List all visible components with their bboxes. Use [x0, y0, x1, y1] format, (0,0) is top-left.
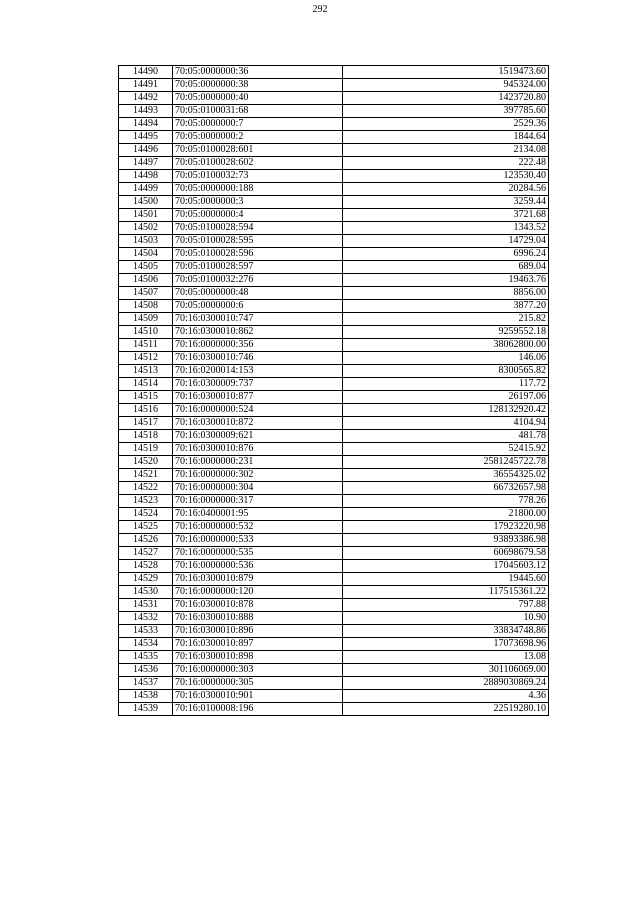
cadastral-number-cell: 70:16:0000000:303 [173, 664, 343, 677]
cadastral-number-cell: 70:16:0000000:317 [173, 495, 343, 508]
value-cell: 215.82 [343, 313, 549, 326]
cadastral-number-cell: 70:16:0000000:533 [173, 534, 343, 547]
value-cell: 3721.68 [343, 209, 549, 222]
table-row [119, 183, 549, 196]
value-cell: 2889030869.24 [343, 677, 549, 690]
value-cell: 3877.20 [343, 300, 549, 313]
cadastral-number-cell: 70:05:0000000:3 [173, 196, 343, 209]
value-cell: 301106069.00 [343, 664, 549, 677]
value-cell: 17045603.12 [343, 560, 549, 573]
cadastral-number-cell: 70:16:0000000:532 [173, 521, 343, 534]
table-row [119, 573, 549, 586]
value-cell: 33834748.86 [343, 625, 549, 638]
value-cell: 117515361.22 [343, 586, 549, 599]
value-cell: 17073698.96 [343, 638, 549, 651]
table-row [119, 677, 549, 690]
value-cell: 4104.94 [343, 417, 549, 430]
value-cell: 689.04 [343, 261, 549, 274]
cadastral-number-cell: 70:05:0100032:73 [173, 170, 343, 183]
cadastral-number-cell: 70:16:0300010:877 [173, 391, 343, 404]
value-cell: 19445.60 [343, 573, 549, 586]
row-number-cell: 14491 [119, 79, 173, 92]
cadastral-number-cell: 70:05:0000000:188 [173, 183, 343, 196]
value-cell: 52415.92 [343, 443, 549, 456]
cadastral-number-cell: 70:05:0000000:6 [173, 300, 343, 313]
table-row [119, 339, 549, 352]
table-row [119, 456, 549, 469]
cadastral-value-table [118, 65, 549, 716]
table-row [119, 482, 549, 495]
row-number-cell: 14502 [119, 222, 173, 235]
cadastral-number-cell: 70:16:0400001:95 [173, 508, 343, 521]
value-cell: 26197.06 [343, 391, 549, 404]
value-cell: 146.06 [343, 352, 549, 365]
row-number-cell: 14501 [119, 209, 173, 222]
cadastral-number-cell: 70:16:0300009:737 [173, 378, 343, 391]
row-number-cell: 14525 [119, 521, 173, 534]
table-row [119, 105, 549, 118]
value-cell: 10.90 [343, 612, 549, 625]
table-row [119, 417, 549, 430]
row-number-cell: 14505 [119, 261, 173, 274]
table-row [119, 443, 549, 456]
value-cell: 22519280.10 [343, 703, 549, 716]
row-number-cell: 14498 [119, 170, 173, 183]
value-cell: 222.48 [343, 157, 549, 170]
table-row [119, 248, 549, 261]
table-row [119, 586, 549, 599]
row-number-cell: 14523 [119, 495, 173, 508]
value-cell: 4.36 [343, 690, 549, 703]
row-number-cell: 14506 [119, 274, 173, 287]
cadastral-number-cell: 70:16:0300010:901 [173, 690, 343, 703]
row-number-cell: 14529 [119, 573, 173, 586]
row-number-cell: 14535 [119, 651, 173, 664]
row-number-cell: 14499 [119, 183, 173, 196]
row-number-cell: 14494 [119, 118, 173, 131]
row-number-cell: 14509 [119, 313, 173, 326]
table-row [119, 118, 549, 131]
cadastral-number-cell: 70:16:0300009:621 [173, 430, 343, 443]
cadastral-number-cell: 70:16:0300010:888 [173, 612, 343, 625]
table-row [119, 521, 549, 534]
cadastral-number-cell: 70:16:0300010:896 [173, 625, 343, 638]
table-row [119, 638, 549, 651]
value-cell: 397785.60 [343, 105, 549, 118]
value-cell: 19463.76 [343, 274, 549, 287]
table-row [119, 92, 549, 105]
table-row [119, 287, 549, 300]
row-number-cell: 14537 [119, 677, 173, 690]
cadastral-number-cell: 70:16:0000000:535 [173, 547, 343, 560]
value-cell: 13.08 [343, 651, 549, 664]
row-number-cell: 14518 [119, 430, 173, 443]
cadastral-number-cell: 70:05:0100028:597 [173, 261, 343, 274]
cadastral-number-cell: 70:05:0000000:38 [173, 79, 343, 92]
value-cell: 123530.40 [343, 170, 549, 183]
value-cell: 1343.52 [343, 222, 549, 235]
cadastral-number-cell: 70:16:0300010:747 [173, 313, 343, 326]
value-cell: 14729.04 [343, 235, 549, 248]
cadastral-number-cell: 70:16:0300010:879 [173, 573, 343, 586]
cadastral-number-cell: 70:05:0000000:36 [173, 66, 343, 79]
row-number-cell: 14513 [119, 365, 173, 378]
page-number: 292 [312, 4, 328, 15]
cadastral-number-cell: 70:16:0100008:196 [173, 703, 343, 716]
cadastral-number-cell: 70:05:0100028:602 [173, 157, 343, 170]
row-number-cell: 14534 [119, 638, 173, 651]
table-row [119, 79, 549, 92]
table-row [119, 222, 549, 235]
row-number-cell: 14512 [119, 352, 173, 365]
table-row [119, 300, 549, 313]
row-number-cell: 14522 [119, 482, 173, 495]
row-number-cell: 14538 [119, 690, 173, 703]
row-number-cell: 14504 [119, 248, 173, 261]
cadastral-number-cell: 70:16:0000000:536 [173, 560, 343, 573]
cadastral-number-cell: 70:16:0000000:120 [173, 586, 343, 599]
row-number-cell: 14536 [119, 664, 173, 677]
table-row [119, 170, 549, 183]
row-number-cell: 14497 [119, 157, 173, 170]
cadastral-number-cell: 70:16:0300010:872 [173, 417, 343, 430]
row-number-cell: 14521 [119, 469, 173, 482]
table-row [119, 144, 549, 157]
cadastral-number-cell: 70:16:0300010:897 [173, 638, 343, 651]
value-cell: 17923220.98 [343, 521, 549, 534]
cadastral-number-cell: 70:05:0100028:594 [173, 222, 343, 235]
value-cell: 117.72 [343, 378, 549, 391]
table-row [119, 508, 549, 521]
table-row [119, 534, 549, 547]
table-row [119, 469, 549, 482]
row-number-cell: 14511 [119, 339, 173, 352]
cadastral-number-cell: 70:05:0000000:4 [173, 209, 343, 222]
table-row [119, 651, 549, 664]
table-row [119, 547, 549, 560]
table-row [119, 274, 549, 287]
cadastral-number-cell: 70:05:0000000:7 [173, 118, 343, 131]
value-cell: 481.78 [343, 430, 549, 443]
row-number-cell: 14510 [119, 326, 173, 339]
row-number-cell: 14524 [119, 508, 173, 521]
cadastral-number-cell: 70:05:0000000:40 [173, 92, 343, 105]
value-cell: 6996.24 [343, 248, 549, 261]
table-row [119, 157, 549, 170]
value-cell: 8856.00 [343, 287, 549, 300]
value-cell: 1844.64 [343, 131, 549, 144]
row-number-cell: 14507 [119, 287, 173, 300]
row-number-cell: 14492 [119, 92, 173, 105]
table-row [119, 352, 549, 365]
row-number-cell: 14520 [119, 456, 173, 469]
table-row [119, 378, 549, 391]
cadastral-number-cell: 70:16:0300010:898 [173, 651, 343, 664]
value-cell: 778.26 [343, 495, 549, 508]
row-number-cell: 14528 [119, 560, 173, 573]
row-number-cell: 14516 [119, 404, 173, 417]
row-number-cell: 14495 [119, 131, 173, 144]
row-number-cell: 14531 [119, 599, 173, 612]
row-number-cell: 14539 [119, 703, 173, 716]
cadastral-number-cell: 70:16:0300010:746 [173, 352, 343, 365]
row-number-cell: 14514 [119, 378, 173, 391]
row-number-cell: 14526 [119, 534, 173, 547]
cadastral-number-cell: 70:16:0000000:356 [173, 339, 343, 352]
value-cell: 38062800.00 [343, 339, 549, 352]
cadastral-number-cell: 70:16:0300010:876 [173, 443, 343, 456]
cadastral-number-cell: 70:05:0000000:2 [173, 131, 343, 144]
value-cell: 1423720.80 [343, 92, 549, 105]
cadastral-number-cell: 70:05:0000000:48 [173, 287, 343, 300]
table-row [119, 625, 549, 638]
table-row [119, 703, 549, 716]
cadastral-number-cell: 70:16:0300010:862 [173, 326, 343, 339]
cadastral-number-cell: 70:16:0200014:153 [173, 365, 343, 378]
table-row [119, 495, 549, 508]
cadastral-number-cell: 70:16:0000000:305 [173, 677, 343, 690]
row-number-cell: 14515 [119, 391, 173, 404]
row-number-cell: 14533 [119, 625, 173, 638]
row-number-cell: 14517 [119, 417, 173, 430]
table-row [119, 690, 549, 703]
cadastral-number-cell: 70:05:0100031:68 [173, 105, 343, 118]
table-row [119, 664, 549, 677]
value-cell: 1519473.60 [343, 66, 549, 79]
value-cell: 20284.56 [343, 183, 549, 196]
row-number-cell: 14508 [119, 300, 173, 313]
row-number-cell: 14496 [119, 144, 173, 157]
row-number-cell: 14503 [119, 235, 173, 248]
value-cell: 60698679.58 [343, 547, 549, 560]
table-row [119, 313, 549, 326]
cadastral-number-cell: 70:05:0100028:601 [173, 144, 343, 157]
cadastral-number-cell: 70:05:0100032:276 [173, 274, 343, 287]
value-cell: 3259.44 [343, 196, 549, 209]
value-cell: 66732657.98 [343, 482, 549, 495]
row-number-cell: 14490 [119, 66, 173, 79]
cadastral-number-cell: 70:16:0000000:524 [173, 404, 343, 417]
cadastral-number-cell: 70:16:0000000:304 [173, 482, 343, 495]
value-cell: 8300565.82 [343, 365, 549, 378]
cadastral-number-cell: 70:16:0000000:231 [173, 456, 343, 469]
row-number-cell: 14527 [119, 547, 173, 560]
value-cell: 2581245722.78 [343, 456, 549, 469]
value-cell: 945324.00 [343, 79, 549, 92]
row-number-cell: 14532 [119, 612, 173, 625]
value-cell: 9259552.18 [343, 326, 549, 339]
table-row [119, 560, 549, 573]
table-row [119, 599, 549, 612]
cadastral-number-cell: 70:05:0100028:596 [173, 248, 343, 261]
table-row [119, 261, 549, 274]
table-row [119, 612, 549, 625]
cadastral-number-cell: 70:16:0000000:302 [173, 469, 343, 482]
row-number-cell: 14530 [119, 586, 173, 599]
row-number-cell: 14519 [119, 443, 173, 456]
table-row [119, 391, 549, 404]
cadastral-number-cell: 70:05:0100028:595 [173, 235, 343, 248]
value-cell: 36554325.02 [343, 469, 549, 482]
table-row [119, 131, 549, 144]
value-cell: 21800.00 [343, 508, 549, 521]
table-row [119, 196, 549, 209]
table-row [119, 430, 549, 443]
table-body [119, 66, 549, 716]
table-row [119, 326, 549, 339]
cadastral-number-cell: 70:16:0300010:878 [173, 599, 343, 612]
value-cell: 797.88 [343, 599, 549, 612]
table-row [119, 365, 549, 378]
value-cell: 128132920.42 [343, 404, 549, 417]
value-cell: 2134.08 [343, 144, 549, 157]
table-row [119, 66, 549, 79]
row-number-cell: 14500 [119, 196, 173, 209]
table-row [119, 235, 549, 248]
value-cell: 93893386.98 [343, 534, 549, 547]
table-row [119, 404, 549, 417]
value-cell: 2529.36 [343, 118, 549, 131]
table-row [119, 209, 549, 222]
row-number-cell: 14493 [119, 105, 173, 118]
